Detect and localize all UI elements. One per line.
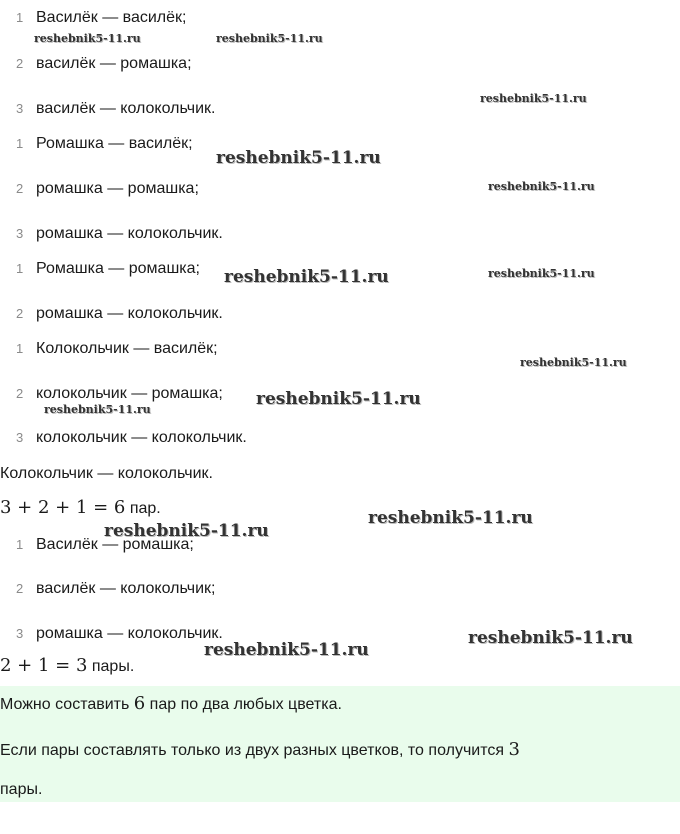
answer-block [0, 686, 680, 802]
list-number: 1 [16, 10, 24, 25]
list-number: 3 [16, 626, 24, 641]
sum-expression: 2 + 1 = 3 [0, 655, 88, 676]
list-number: 1 [16, 261, 24, 276]
list-text: Ромашка — василёк; [36, 135, 193, 152]
list-number: 2 [16, 581, 24, 596]
sum-unit: пар. [125, 500, 161, 517]
list-text: ромашка — ромашка; [36, 180, 199, 197]
list-text: ромашка — колокольчик. [36, 305, 223, 322]
watermark: reshebnik5-11.ru [44, 403, 151, 416]
list-number: 1 [16, 537, 24, 552]
watermark: reshebnik5-11.ru [104, 521, 269, 541]
watermark: reshebnik5-11.ru [256, 389, 421, 409]
watermark: reshebnik5-11.ru [224, 267, 389, 287]
sum-line-2 [0, 654, 134, 679]
watermark: reshebnik5-11.ru [520, 356, 627, 369]
watermark: reshebnik5-11.ru [468, 628, 633, 648]
list-text: Колокольчик — василёк; [36, 340, 218, 357]
answer-line-1: Можно составить 6 пар по два любых цветка. [0, 693, 342, 714]
list-text: Василёк — ромашка; [36, 536, 194, 553]
answer-number: 6 [133, 693, 146, 714]
watermark: reshebnik5-11.ru [488, 180, 595, 193]
list-text: Василёк — василёк; [36, 9, 187, 26]
list-text: василёк — колокольчик; [36, 580, 216, 597]
list-text: колокольчик — колокольчик. [36, 429, 247, 446]
watermark: reshebnik5-11.ru [480, 92, 587, 105]
list-number: 3 [16, 101, 24, 116]
answer-line-3: пары. [0, 781, 43, 798]
list-number: 2 [16, 56, 24, 71]
list-number: 1 [16, 136, 24, 151]
list-text: колокольчик — ромашка; [36, 385, 223, 402]
list-text: василёк — ромашка; [36, 55, 192, 72]
watermark: reshebnik5-11.ru [488, 267, 595, 280]
list-number: 2 [16, 306, 24, 321]
list-number: 2 [16, 386, 24, 401]
list-number: 3 [16, 226, 24, 241]
sum-expression: 3 + 2 + 1 = 6 [0, 497, 126, 518]
list-text: василёк — колокольчик. [36, 100, 216, 117]
list-text: ромашка — колокольчик. [36, 625, 223, 642]
sum-unit: пары. [87, 658, 135, 675]
list-text: Ромашка — ромашка; [36, 260, 200, 277]
sum-line-1 [0, 496, 161, 521]
answer-line-2: Если пары составлять только из двух разных цветков, то получится 3 [0, 739, 520, 760]
watermark: reshebnik5-11.ru [204, 640, 369, 660]
watermark: reshebnik5-11.ru [368, 508, 533, 528]
watermark: reshebnik5-11.ru [216, 148, 381, 168]
watermark: reshebnik5-11.ru [34, 32, 141, 45]
list-text: ромашка — колокольчик. [36, 225, 223, 242]
answer-number: 3 [508, 739, 520, 760]
list-number: 2 [16, 181, 24, 196]
tail-line: Колокольчик — колокольчик. [0, 465, 213, 482]
watermark: reshebnik5-11.ru [216, 32, 323, 45]
list-number: 1 [16, 341, 24, 356]
list-number: 3 [16, 430, 24, 445]
